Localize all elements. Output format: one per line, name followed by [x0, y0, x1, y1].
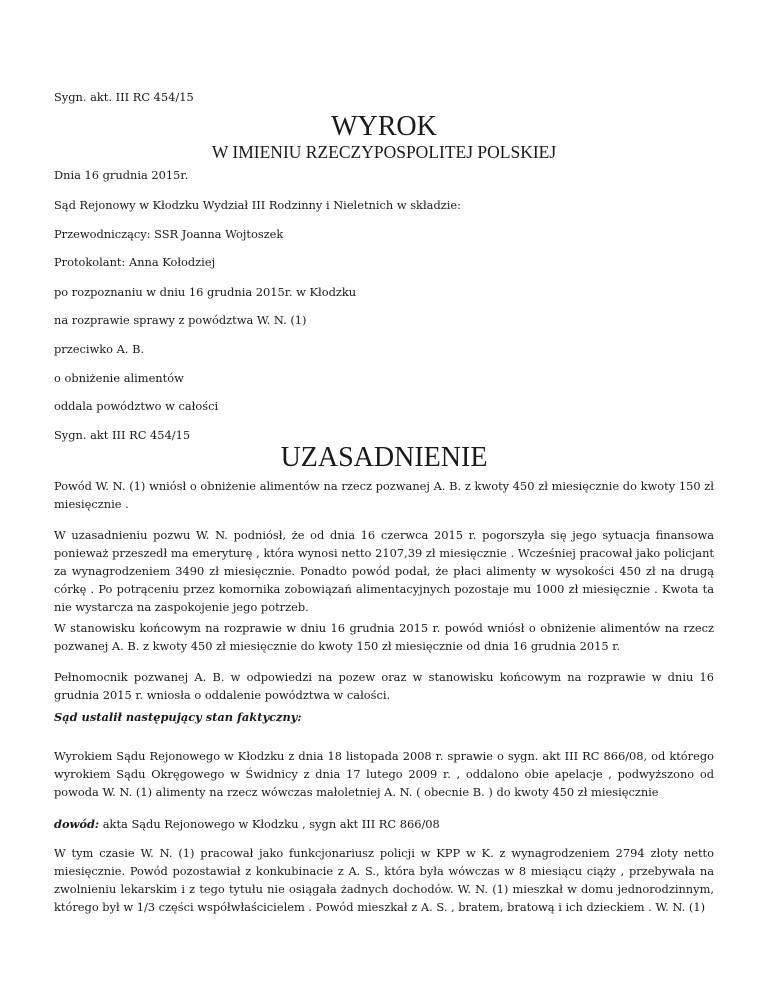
- facts-heading: Sąd ustalił następujący stan faktyczny:: [54, 710, 302, 724]
- verdict-subtitle: W IMIENIU RZECZYPOSPOLITEJ POLSKIEJ: [211, 142, 557, 162]
- paragraph-4: Pełnomocnik pozwanej A. B. w odpowiedzi na pozew oraz w stanowisku końcowym na rozprawie w dniu 16 grudnia 2015 r. wniosła o oddalenie powództwa w całości.: [54, 670, 714, 702]
- paragraph-6: W tym czasie W. N. (1) pracował jako funkcjonariusz policji w KPP w K. z wynagrodzeniem 2794 złoty netto miesięcznie. Powód pozostawiał z konkubinacie z A. S., która była wówczas w 8 miesiącu ciąży , przebywała na zwolnieniu lekarskim i z tego tytułu nie osiągała żadnych dochodów. W. N. (1) mieszkał w domu jednorodzinnym, którego był w 1/3 części współwłaścicielem . Powód mieszkał z A. S. , bratem, bratową i ich dzieckiem . W. N. (1): [54, 846, 714, 914]
- evidence-line: [54, 815, 440, 833]
- court-line: Sąd Rejonowy w Kłodzku Wydział III Rodzinny i Nieletnich w składzie:: [54, 198, 461, 212]
- hearing-line: po rozpoznaniu w dniu 16 grudnia 2015r. w Kłodzku: [54, 285, 357, 299]
- case-reference-top: Sygn. akt. III RC 454/15: [54, 90, 194, 104]
- paragraph-1: Powód W. N. (1) wniósł o obniżenie alimentów na rzecz pozwanej A. B. z kwoty 450 zł miesięcznie do kwoty 150 zł miesięcznie .: [54, 479, 714, 511]
- case-reference-bottom: Sygn. akt III RC 454/15: [54, 428, 191, 442]
- against-line: przeciwko A. B.: [54, 342, 145, 356]
- case-line: na rozprawie sprawy z powództwa W. N. (1): [54, 313, 307, 327]
- paragraph-5: Wyrokiem Sądu Rejonowego w Kłodzku z dnia 18 listopada 2008 r. sprawie o sygn. akt III RC 866/08, od którego wyrokiem Sądu Okręgowego w Świdnicy z dnia 17 lutego 2009 r. , oddalono obie apelacje , podwyższono od powoda W. N. (1) alimenty na rzecz wówczas małoletniej A. N. ( obecnie B. ) do kwoty 450 zł miesięcznie: [54, 749, 714, 799]
- paragraph-2: W uzasadnieniu pozwu W. N. podniósł, że od dnia 16 czerwca 2015 r. pogorszyła się jego sytuacja finansowa ponieważ przeszedł ma emeryturę , która wynosi netto 2107,39 zł miesięcznie . Wcześniej pracował jako policjant za wynagrodzeniem 3490 zł miesięcznie. Ponadto powód podał, że płaci alimenty w wysokości 450 zł na drugą córkę . Po potrąceniu przez komornika zobowiązań alimentacyjnych pozostaje mu 1000 zł miesięcznie . Kwota ta nie wystarcza na zaspokojenie jego potrzeb.: [54, 528, 714, 614]
- paragraph-3: W stanowisku końcowym na rozprawie w dniu 16 grudnia 2015 r. powód wniósł o obniżenie alimentów na rzecz pozwanej A. B. z kwoty 450 zł miesięcznie do kwoty 150 zł miesięcznie od dnia 16 grudnia 2015 r.: [54, 621, 714, 653]
- subject-line: o obniżenie alimentów: [54, 371, 184, 385]
- evidence-text: akta Sądu Rejonowego w Kłodzku , sygn akt III RC 866/08: [99, 817, 440, 831]
- evidence-label: dowód:: [54, 817, 100, 831]
- chair-line: Przewodniczący: SSR Joanna Wojtoszek: [54, 227, 284, 241]
- verdict-line: oddala powództwo w całości: [54, 399, 219, 413]
- clerk-line: Protokolant: Anna Kołodziej: [54, 255, 216, 269]
- justification-title: UZASADNIENIE: [280, 442, 488, 473]
- verdict-title: WYROK: [331, 111, 437, 142]
- date-line: Dnia 16 grudnia 2015r.: [54, 168, 189, 182]
